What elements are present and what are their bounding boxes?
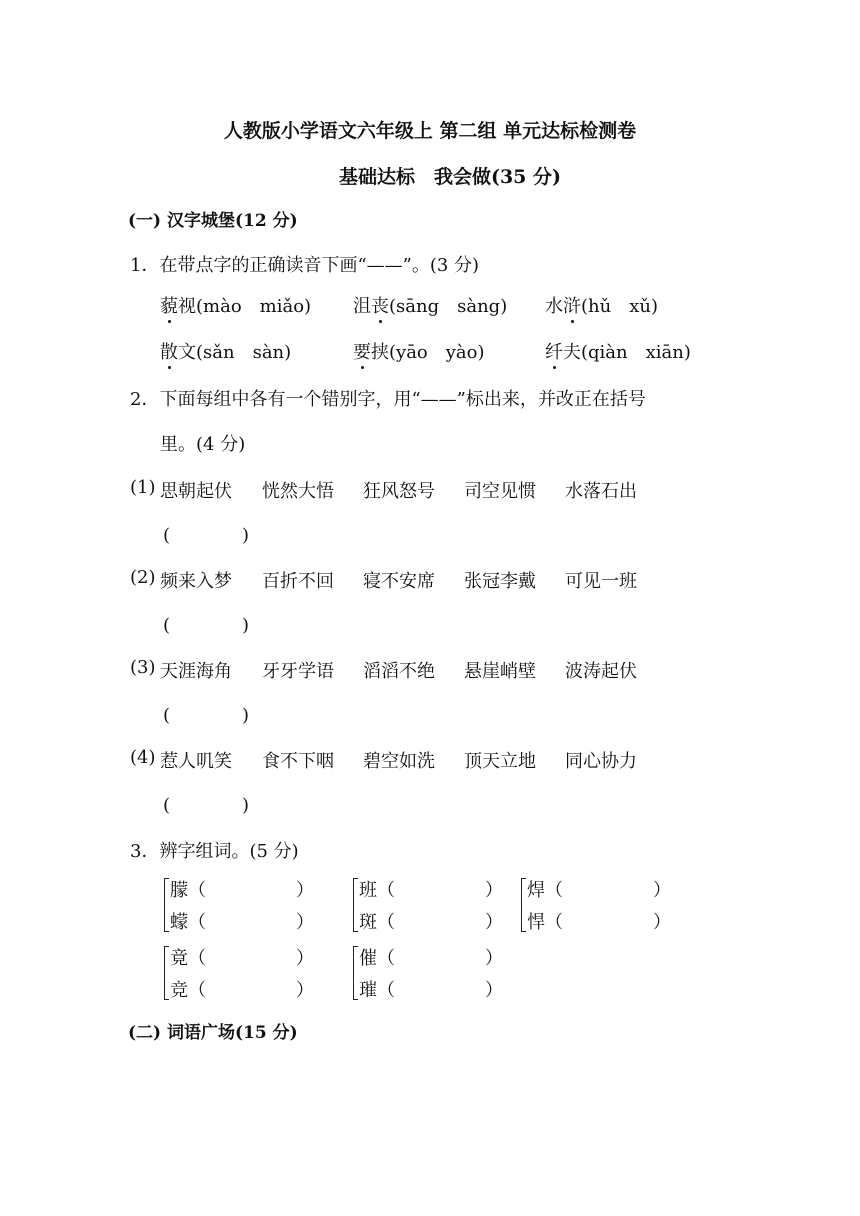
q2-word: 顶天立地: [464, 751, 536, 772]
q3-item[interactable]: 竞（ ）: [170, 980, 314, 1001]
brace-icon: [521, 878, 526, 932]
brace-icon: [164, 946, 169, 1000]
q2-word: 波涛起伏: [565, 661, 637, 682]
q1-item-2: 沮丧(sāng sàng): [353, 292, 507, 318]
q2-answer-blank-3[interactable]: ( ): [163, 705, 250, 726]
q1-item-5: 要挟(yāo yào): [353, 338, 485, 364]
q3-item[interactable]: 斑（ ）: [359, 912, 503, 933]
q3-item[interactable]: 班（ ）: [359, 880, 503, 901]
q2-word: 滔滔不绝: [363, 661, 435, 682]
section-heading-1: (一) 汉字城堡(12 分): [128, 211, 298, 231]
q3-item[interactable]: 焊（ ）: [527, 880, 671, 901]
brace-icon: [353, 878, 358, 932]
q3-item[interactable]: 竟（ ）: [170, 948, 314, 969]
q2-word: 张冠李戴: [464, 571, 536, 592]
q2-answer-blank-1[interactable]: ( ): [163, 525, 250, 546]
question-1-prompt: 1．在带点字的正确读音下画“——”。(3 分): [130, 255, 480, 276]
q2-word: 可见一班: [565, 571, 637, 592]
q2-group-3-label: (3): [130, 657, 156, 678]
q1-item-1: 藐视(mào miǎo): [160, 292, 311, 318]
q2-answer-blank-4[interactable]: ( ): [163, 795, 250, 816]
q2-word: 天涯海角: [160, 661, 232, 682]
brace-icon: [164, 878, 169, 932]
q2-word: 恍然大悟: [262, 481, 334, 502]
dotted-char: 要: [353, 338, 371, 364]
dotted-char: 丧: [371, 292, 389, 318]
q2-word: 牙牙学语: [262, 661, 334, 682]
q2-group-1-label: (1): [130, 477, 156, 498]
question-3-prompt: 3．辨字组词。(5 分): [130, 841, 299, 862]
q1-item-3: 水浒(hǔ xǔ): [545, 292, 658, 318]
q2-word: 频来入梦: [160, 571, 232, 592]
brace-icon: [353, 946, 358, 1000]
page-subtitle: 基础达标 我会做(35 分): [338, 166, 562, 188]
dotted-char: 浒: [563, 292, 581, 318]
q2-word: 食不下咽: [262, 751, 334, 772]
q2-word: 水落石出: [565, 481, 637, 502]
question-2-prompt-line1: 2．下面每组中各有一个错别字，用“——”标出来，并改正在括号: [130, 389, 646, 410]
question-2-prompt-line2: 里。(4 分): [160, 434, 246, 455]
page-title: 人教版小学语文六年级上 第二组 单元达标检测卷: [223, 120, 637, 142]
q3-item[interactable]: 悍（ ）: [527, 912, 671, 933]
section-heading-2: (二) 词语广场(15 分): [128, 1023, 298, 1043]
q2-answer-blank-2[interactable]: ( ): [163, 615, 250, 636]
q1-item-6: 纤夫(qiàn xiān): [545, 338, 691, 364]
q2-word: 寝不安席: [363, 571, 435, 592]
q3-item[interactable]: 璀（ ）: [359, 980, 503, 1001]
q3-item[interactable]: 朦（ ）: [170, 880, 314, 901]
q2-word: 同心协力: [565, 751, 637, 772]
q1-item-4: 散文(sǎn sàn): [160, 338, 291, 364]
q2-group-4-label: (4): [130, 747, 156, 768]
dotted-char: 纤: [545, 338, 563, 364]
dotted-char: 散: [160, 338, 178, 364]
q2-word: 百折不回: [262, 571, 334, 592]
q2-group-2-label: (2): [130, 567, 156, 588]
q3-item[interactable]: 催（ ）: [359, 948, 503, 969]
q2-word: 狂风怒号: [363, 481, 435, 502]
q2-word: 悬崖峭壁: [464, 661, 536, 682]
q2-word: 惹人叽笑: [160, 751, 232, 772]
q2-word: 碧空如洗: [363, 751, 435, 772]
q2-word: 思朝起伏: [160, 481, 232, 502]
dotted-char: 藐: [160, 292, 178, 318]
q2-word: 司空见惯: [464, 481, 536, 502]
q3-item[interactable]: 蠓（ ）: [170, 912, 314, 933]
